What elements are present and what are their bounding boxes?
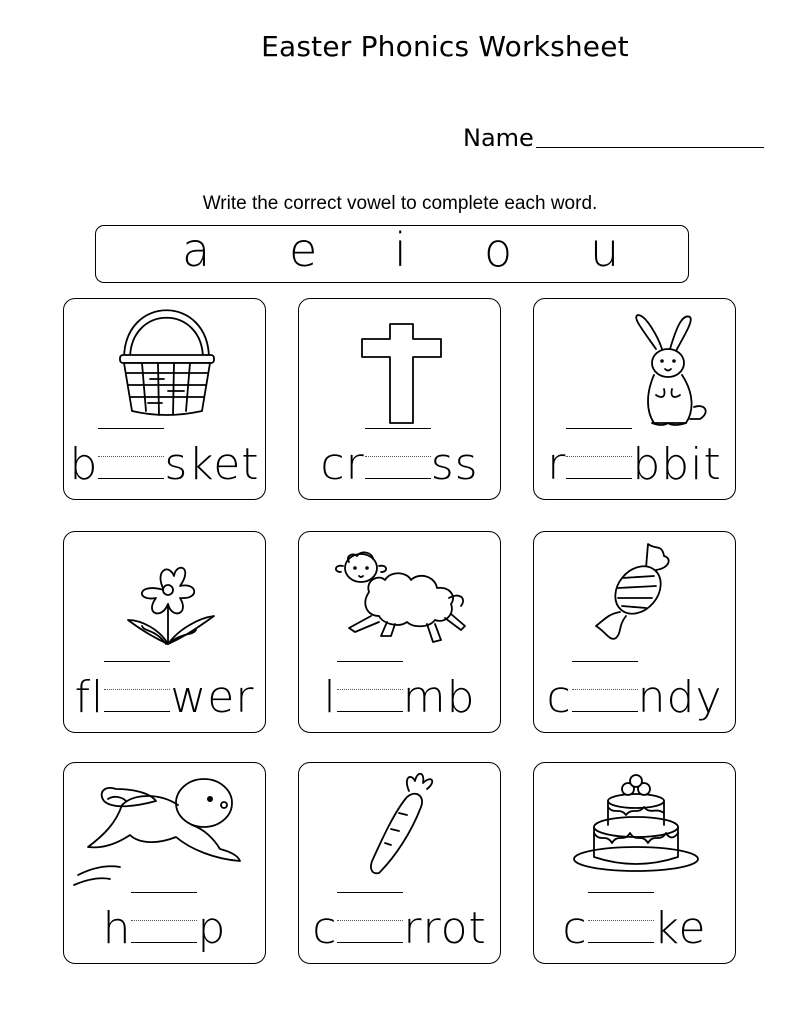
instructions: Write the correct vowel to complete each word. xyxy=(202,193,598,214)
word-basket: b sket xyxy=(69,439,260,490)
word-cross: cr ss xyxy=(320,439,479,490)
word-hop: h p xyxy=(102,903,227,954)
answer-blank[interactable] xyxy=(572,711,638,712)
card-candy xyxy=(533,531,736,733)
vowel-a: a xyxy=(182,223,211,277)
basket-icon xyxy=(64,299,267,439)
vowel-o: o xyxy=(484,223,513,277)
card-cake xyxy=(533,762,736,964)
hopping-bunny-icon xyxy=(64,763,267,903)
answer-blank[interactable] xyxy=(566,478,632,479)
name-write-line[interactable] xyxy=(536,147,764,148)
vowel-u: u xyxy=(590,223,620,277)
card-flower xyxy=(63,531,266,733)
word-flower: fl wer xyxy=(74,672,255,723)
card-lamb xyxy=(298,531,501,733)
card-hop xyxy=(63,762,266,964)
cake-icon xyxy=(534,763,737,903)
word-carrot: c rrot xyxy=(312,903,487,954)
answer-blank[interactable] xyxy=(98,478,164,479)
flower-icon xyxy=(64,532,267,672)
answer-blank[interactable] xyxy=(104,711,170,712)
word-rabbit: r bbit xyxy=(547,439,722,490)
lamb-icon xyxy=(299,532,502,672)
answer-blank[interactable] xyxy=(337,711,403,712)
word-cake: c ke xyxy=(562,903,707,954)
vowel-bank xyxy=(95,225,689,283)
card-cross xyxy=(298,298,501,500)
name-label: Name xyxy=(463,124,534,152)
candy-icon xyxy=(534,532,737,672)
rabbit-icon xyxy=(534,299,737,439)
name-field[interactable] xyxy=(463,124,764,152)
answer-blank[interactable] xyxy=(365,478,431,479)
page-title: Easter Phonics Worksheet xyxy=(261,30,629,63)
vowel-i: i xyxy=(394,223,407,277)
cross-icon xyxy=(299,299,502,439)
vowel-e: e xyxy=(289,223,318,277)
answer-blank[interactable] xyxy=(337,942,403,943)
answer-blank[interactable] xyxy=(588,942,654,943)
card-basket xyxy=(63,298,266,500)
word-lamb: l mb xyxy=(323,672,476,723)
carrot-icon xyxy=(299,763,502,903)
word-candy: c ndy xyxy=(546,672,723,723)
card-carrot xyxy=(298,762,501,964)
card-rabbit xyxy=(533,298,736,500)
answer-blank[interactable] xyxy=(131,942,197,943)
